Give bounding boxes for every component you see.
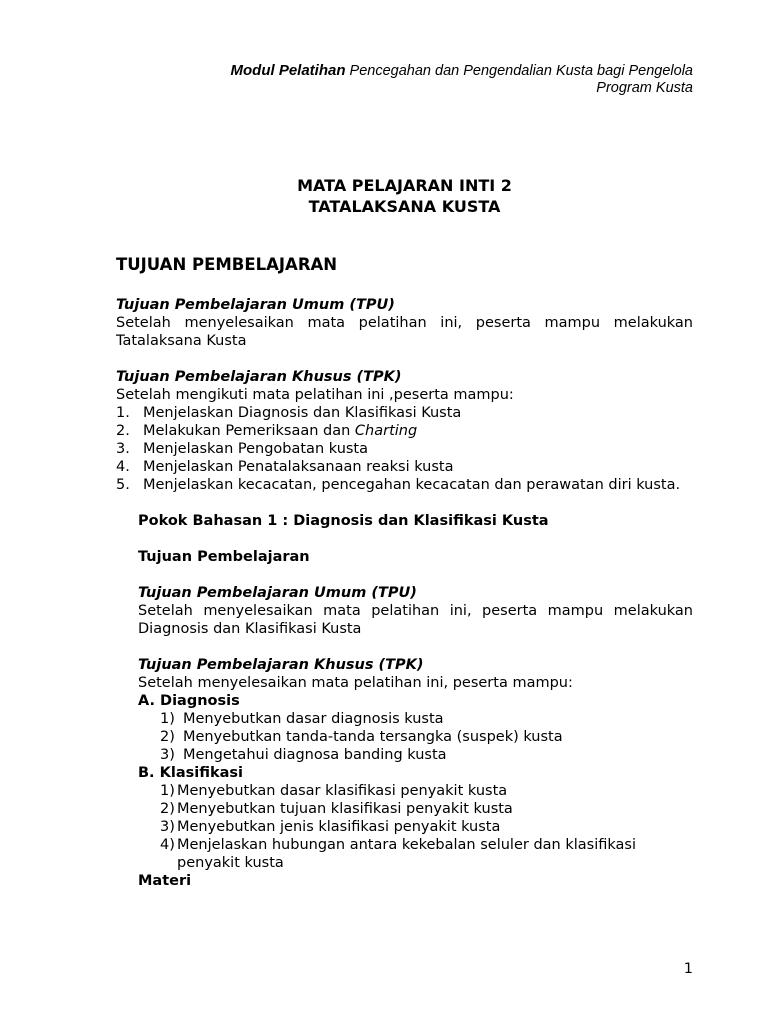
running-header [93, 62, 693, 97]
group-a-label: A. Diagnosis [138, 693, 240, 709]
list-item: 1) Menyebutkan dasar klasifikasi penyakit kusta [160, 783, 508, 799]
tpk-intro: Setelah mengikuti mata pelatihan ini ,peserta mampu: [116, 387, 514, 403]
pokok-tpk-intro: Setelah menyelesaikan mata pelatihan ini, peserta mampu: [138, 675, 573, 691]
tujuan-heading: Tujuan Pembelajaran [138, 549, 310, 565]
emphasis-term: Charting [354, 423, 418, 439]
list-item: 3) Mengetahui diagnosa banding kusta [160, 747, 447, 763]
group-b-list [138, 782, 693, 872]
pokok-tpu-heading: Tujuan Pembelajaran Umum (TPU) [138, 585, 417, 601]
pokok-bahasan-heading: Pokok Bahasan 1 : Diagnosis dan Klasifikasi Kusta [138, 513, 549, 529]
list-item: 2. Melakukan Pemeriksaan dan Charting [116, 423, 418, 439]
tpk-list [116, 404, 693, 494]
pokok-bahasan-block [138, 512, 693, 890]
list-item: 4) Menjelaskan hubungan antara kekebalan seluler dan klasifikasi penyakit kusta [160, 837, 636, 871]
tpu-text: Setelah menyelesaikan mata pelatihan ini, peserta mampu melakukan Tatalaksana Kusta [116, 315, 693, 349]
tpk-heading: Tujuan Pembelajaran Khusus (TPK) [116, 369, 402, 385]
list-item: 4. Menjelaskan Penatalaksanaan reaksi kusta [116, 459, 454, 475]
title-line-1: MATA PELAJARAN INTI 2 [297, 176, 512, 195]
page-title [116, 175, 693, 217]
list-item: 1. Menjelaskan Diagnosis dan Klasifikasi Kusta [116, 405, 462, 421]
list-item: 2) Menyebutkan tujuan klasifikasi penyakit kusta [160, 801, 513, 817]
list-item: 1) Menyebutkan dasar diagnosis kusta [160, 711, 444, 727]
page-number: 1 [683, 961, 693, 977]
group-b-label: B. Klasifikasi [138, 765, 243, 781]
tpu-heading: Tujuan Pembelajaran Umum (TPU) [116, 297, 395, 313]
list-item: 3) Menyebutkan jenis klasifikasi penyakit kusta [160, 819, 501, 835]
pokok-tpu-text: Setelah menyelesaikan mata pelatihan ini, peserta mampu melakukan Diagnosis dan Klasifikasi Kusta [138, 603, 693, 637]
list-item: 3. Menjelaskan Pengobatan kusta [116, 441, 369, 457]
header-rest: Pencegahan dan Pengendalian Kusta bagi Pengelola [345, 63, 693, 79]
header-line-1 [93, 62, 693, 80]
header-bold-part: Modul Pelatihan [230, 62, 346, 79]
materi-heading: Materi [138, 873, 192, 889]
pokok-tpk-heading: Tujuan Pembelajaran Khusus (TPK) [138, 657, 424, 673]
list-item: 5. Menjelaskan kecacatan, pencegahan kecacatan dan perawatan diri kusta. [116, 477, 681, 493]
main-content [116, 255, 693, 890]
header-line-2: Program Kusta [596, 80, 693, 96]
list-item: 2) Menyebutkan tanda-tanda tersangka (suspek) kusta [160, 729, 563, 745]
title-line-2: TATALAKSANA KUSTA [308, 197, 501, 216]
section-heading: TUJUAN PEMBELAJARAN [116, 255, 338, 274]
group-a-list [138, 710, 693, 764]
